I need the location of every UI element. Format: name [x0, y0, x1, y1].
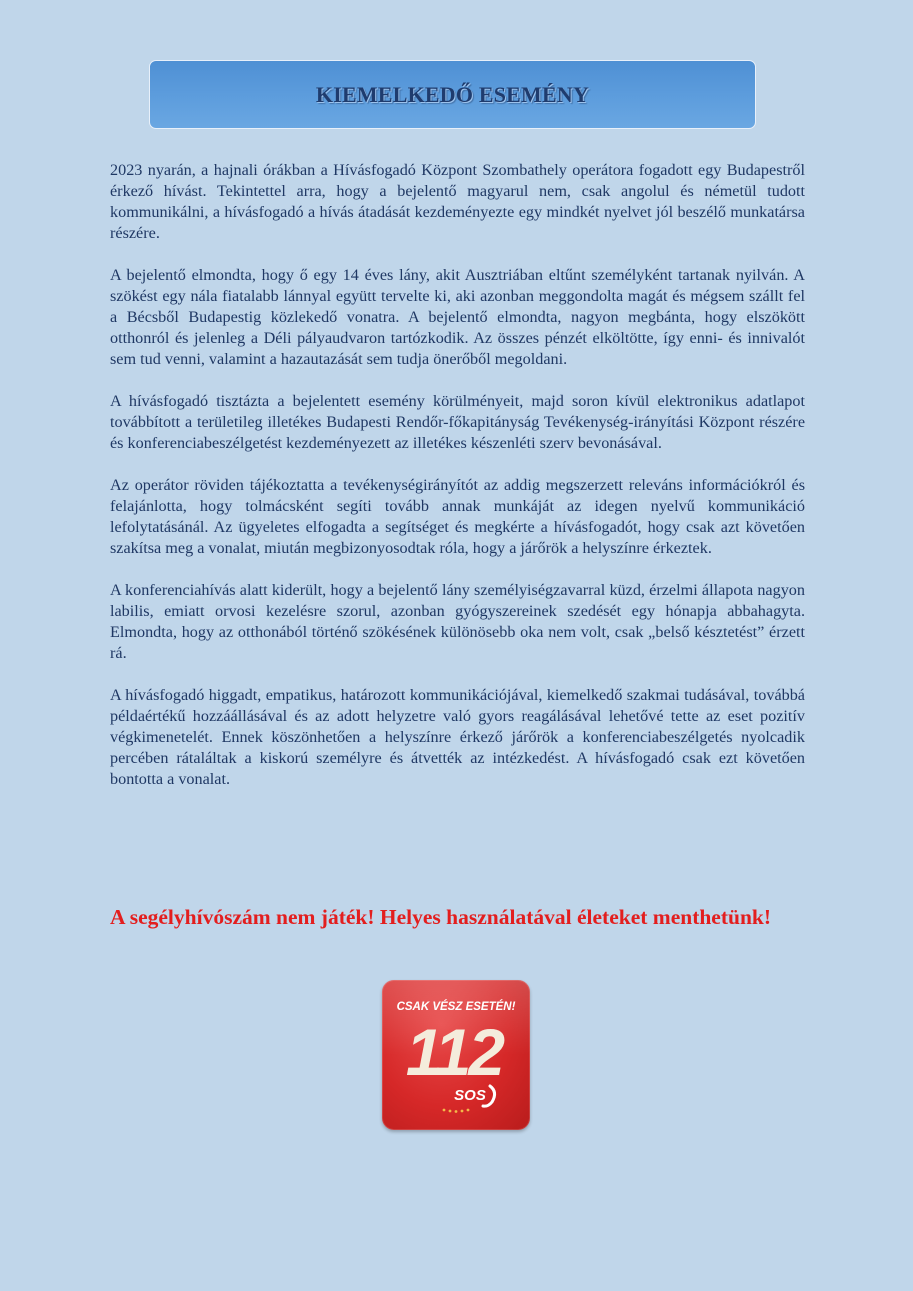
paragraph-1: 2023 nyarán, a hajnali órákban a Hívásfogadó Központ Szombathely operátora fogadott egy Budapestről érkező hívást. Tekintettel arra, hogy a bejelentő magyarul nem, csak angolul és németül tudott kommunikálni, a hívásfogadó a hívás átadását kezdeményezte egy mindkét nyelvet jól beszélő munkatársa részére.	[110, 161, 805, 242]
paragraph-6: A hívásfogadó higgadt, empatikus, határozott kommunikációjával, kiemelkedő szakmai tudásával, továbbá példaértékű hozzáállásával és az adott helyzetre való gyors reagálásával lehetővé tette az eset pozitív végkimenetelét. Ennek köszönhetően a helyszínre érkező járőrök a konferenciabeszélgetés nyolcadik percében rátaláltak a kiskorú személyre és átvették az intézkedést. A hívásfogadó csak ezt követően bontotta a vonalat.	[110, 686, 805, 788]
paragraph-2: A bejelentő elmondta, hogy ő egy 14 éves lány, akit Ausztriában eltűnt személyként tartanak nyilván. A szökést egy nála fiatalabb lánnyal együtt tervelte ki, aki azonban meggondolta magát és mégsem szállt fel a Bécsből Budapestig közlekedő vonatra. A bejelentő elmondta, nagyon megbánta, hogy elszökött otthonról és jelenleg a Déli pályaudvaron tartózkodik. Az összes pénzét elköltötte, így enni- és innivalót sem tud venni, valamint a hazautazását sem tudja önerőből megoldani.	[110, 266, 805, 368]
logo-top-text: CSAK VÉSZ ESETÉN!	[396, 1001, 516, 1013]
title-banner	[149, 60, 756, 129]
article-body	[110, 160, 805, 811]
page-title: KIEMELKEDŐ ESEMÉNY	[315, 81, 590, 107]
paragraph-3: A hívásfogadó tisztázta a bejelentett esemény körülményeit, majd soron kívül elektronikus adatlapot továbbított a területileg illetékes Budapesti Rendőr-főkapitányság Tevékenység-irányítási Központ részére és konferenciabeszélgetést kezdeményezett az illetékes készenléti szerv bevonásával.	[110, 392, 805, 452]
callout-message: A segélyhívószám nem játék! Helyes használatával életeket menthetünk!	[110, 905, 772, 929]
logo-number: 112	[405, 1015, 503, 1089]
paragraph-4: Az operátor röviden tájékoztatta a tevékenységirányítót az addig megszerzett releváns információkról és felajánlotta, hogy tolmácsként segíti tovább annak munkáját az idegen nyelvű kommunikáció lefolytatásánál. Az ügyeletes elfogadta a segítséget és megkérte a hívásfogadót, hogy csak azt követően szakítsa meg a vonalat, miután megbizonyosodtak róla, hogy a járőrök a helyszínre érkeztek.	[110, 476, 805, 557]
logo-sos: SOS	[454, 1087, 486, 1104]
paragraph-5: A konferenciahívás alatt kiderült, hogy a bejelentő lány személyiségzavarral küzd, érzelmi állapota nagyon labilis, emiatt orvosi kezelésre szorul, azonban gyógyszereinek szedését egy hónapja abbahagyta. Elmondta, hogy az otthonából történő szökésének különösebb oka nem volt, csak „belső késztetést” érzett rá.	[110, 581, 805, 662]
emergency-112-logo	[382, 980, 530, 1130]
